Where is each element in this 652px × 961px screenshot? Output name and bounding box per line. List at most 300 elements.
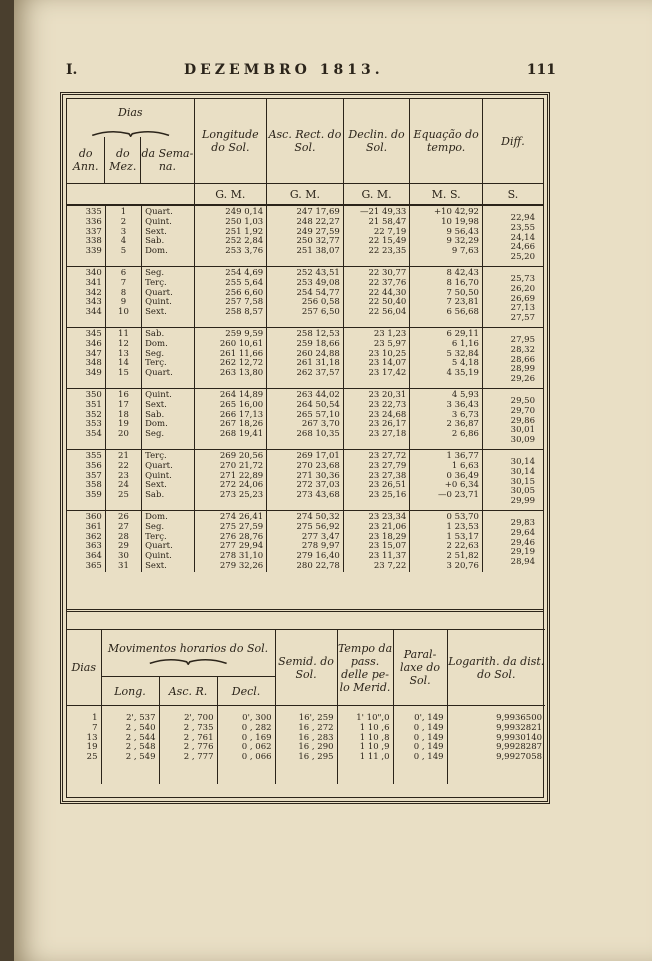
table-cell: 14 (118, 358, 129, 369)
table-cell: Quart. (145, 207, 173, 217)
table-cell: 25,20 (510, 252, 535, 263)
t2-decl-col (217, 706, 275, 785)
table-cell: 254 4,69 (225, 268, 264, 278)
table-cell: 271 22,89 (219, 470, 264, 481)
table-cell: 275 56,92 (296, 521, 340, 532)
table-row (67, 450, 543, 511)
table-cell: 22 23,35 (368, 246, 407, 257)
declin-col (343, 389, 410, 450)
table-cell: 254 54,77 (296, 287, 340, 298)
table-cell: 337 (85, 226, 102, 237)
t2-long-col (101, 706, 159, 785)
table-cell: 1 23,53 (446, 521, 479, 532)
table-cell: 26 (118, 512, 129, 522)
declin-col (343, 205, 410, 267)
table-cell: 0 , 062 (241, 742, 272, 753)
do-mez-col (105, 328, 141, 389)
table-cell: Seg. (145, 268, 165, 278)
brace-ornament (80, 129, 181, 137)
asc-rect-header: Asc. Rect. do Sol. (267, 99, 344, 184)
table-cell: 10 (118, 307, 129, 318)
table-cell: 271 30,36 (296, 470, 340, 481)
da-semana-header: da Sema-na. (141, 147, 194, 173)
table-cell: 338 (85, 236, 102, 247)
table-cell: 260 24,88 (296, 348, 340, 359)
table-cell: 258 12,53 (296, 329, 340, 339)
table-cell: 30,14 (510, 466, 535, 477)
longitude-col (194, 267, 267, 328)
equacao-col (410, 511, 483, 572)
table-cell: 23 11,37 (368, 551, 407, 562)
table-cell: 267 18,26 (219, 419, 264, 430)
table-cell: 354 (85, 429, 102, 440)
table-cell: Quint. (145, 297, 172, 308)
table-cell: 29,83 (510, 518, 535, 528)
table-cell: 249 27,59 (296, 226, 340, 237)
table-cell: Terç. (145, 531, 167, 542)
asc-rect-col (267, 328, 344, 389)
table-cell: 2 , 761 (183, 732, 214, 743)
table-cell: 29,70 (510, 405, 535, 416)
do-ann-col (67, 328, 105, 389)
table-cell: 259 9,59 (225, 329, 264, 339)
table-cell (483, 568, 535, 578)
table-cell: 6 56,68 (446, 307, 479, 318)
declin-header: Declin. do Sol. (343, 99, 410, 184)
asc-rect-col (267, 450, 344, 511)
table-cell: 352 (85, 409, 102, 420)
table-cell: 23 27,18 (368, 429, 407, 440)
table-cell: 256 6,60 (225, 287, 264, 298)
table-cell: 343 (85, 297, 102, 308)
table-cell: 23,55 (510, 222, 535, 233)
table-row (67, 511, 543, 572)
da-semana-col (142, 389, 194, 450)
table-cell: 22 37,76 (368, 277, 407, 288)
table-cell: 2 , 777 (183, 752, 214, 763)
table-cell: Terç. (145, 451, 167, 461)
table-cell: —21 49,33 (359, 207, 407, 217)
table-cell: 9,9932821 (496, 722, 543, 733)
table-cell: 7 50,50 (446, 287, 479, 298)
table-cell: 250 32,77 (296, 236, 340, 247)
table-cell: 1 (120, 207, 127, 217)
table-cell: 1 53,17 (446, 531, 479, 542)
table-cell: 28,99 (510, 364, 535, 375)
asc-rect-col (267, 267, 344, 328)
table-cell: 264 14,89 (219, 390, 264, 400)
table-cell: 30,15 (510, 476, 535, 487)
table-cell: 259 18,66 (296, 338, 340, 349)
table-cell: 268 10,35 (296, 429, 340, 440)
table-cell: 12 (118, 338, 129, 349)
table-cell: Quint. (145, 216, 172, 227)
table-cell: 4 5,93 (451, 390, 479, 400)
table-cell: 3 20,76 (446, 560, 479, 571)
solar-ephemeris-table (67, 99, 543, 572)
table-cell: 336 (85, 216, 102, 227)
table-cell: 5 4,18 (451, 358, 479, 369)
table-cell: 18 (118, 409, 129, 420)
table-cell: 26,20 (510, 283, 535, 294)
table-cell: 253 49,08 (296, 277, 340, 288)
t2-tempo-col (337, 706, 393, 785)
table-cell: 29,26 (510, 374, 535, 385)
table-cell: 268 19,41 (219, 429, 264, 440)
dias-header (67, 99, 194, 184)
table-cell: 16 , 272 (298, 722, 334, 733)
semid-header: Semid. do Sol. (275, 630, 337, 706)
table-cell: 22 30,77 (368, 268, 407, 278)
table-cell: 16 (118, 390, 129, 400)
table-cell: 252 2,84 (225, 236, 264, 247)
table-cell: 2', 700 (184, 713, 214, 723)
table-cell: 269 17,01 (296, 451, 340, 461)
table-row (67, 389, 543, 450)
table-cell: 250 1,03 (225, 216, 264, 227)
table-cell: 23 1,23 (373, 329, 407, 339)
declin-col (343, 511, 410, 572)
table-cell: Quint. (145, 390, 172, 400)
table-cell: Seg. (145, 348, 165, 359)
table-cell: Seg. (145, 521, 165, 532)
table-cell: 1 36,77 (446, 451, 479, 461)
month-title: DEZEMBRO 1813. (184, 62, 384, 78)
table-cell: 6 1,16 (451, 338, 479, 349)
table-cell: 9 (120, 297, 127, 308)
table-cell: 2 (120, 216, 127, 227)
logarith-header: Logarith. da dist. do Sol. (447, 630, 545, 706)
table-cell: 279 32,26 (219, 560, 264, 571)
table-cell: 251 38,07 (296, 246, 340, 257)
table-cell: 349 (85, 368, 102, 379)
table-cell: 359 (85, 490, 102, 501)
table-cell: 23 7,22 (373, 560, 407, 571)
table-cell: Quart. (145, 541, 173, 552)
table-cell: 1 10 ,8 (359, 732, 390, 743)
diff-col (482, 267, 543, 328)
table-cell: 346 (85, 338, 102, 349)
table-cell: 267 3,70 (301, 419, 340, 430)
table-cell: Sab. (145, 329, 165, 339)
table-cell: 9,9930140 (496, 732, 543, 743)
table-cell: Sab. (145, 409, 165, 420)
diff-header: Diff. (482, 99, 543, 184)
page-number: 111 (526, 62, 556, 78)
table-cell: 16 , 295 (298, 752, 334, 763)
declin-col (343, 328, 410, 389)
table-cell: Quart. (145, 368, 173, 379)
table-cell: 2 22,63 (446, 541, 479, 552)
asc-rect-col (267, 389, 344, 450)
t2-dias-header: Dias (71, 661, 97, 674)
table-cell: 1' 10",0 (356, 713, 390, 723)
day-group (67, 328, 543, 389)
table-cell: 24,14 (510, 232, 535, 243)
longitude-col (194, 450, 267, 511)
da-semana-col (142, 511, 194, 572)
equacao-col (410, 205, 483, 267)
table-row (67, 267, 543, 328)
table-cell: Sext. (145, 560, 167, 571)
table-cell: 2 6,86 (451, 429, 479, 440)
table-cell: 347 (85, 348, 102, 359)
table-cell: 7 23,81 (446, 297, 479, 308)
table-cell: 274 26,41 (219, 512, 264, 522)
table-cell: 23 15,07 (368, 541, 407, 552)
table-cell: 358 (85, 480, 102, 491)
table-cell: 19 (118, 419, 129, 430)
table-cell: 363 (85, 541, 102, 552)
table-cell: 278 9,97 (301, 541, 340, 552)
table-cell: 258 8,57 (225, 307, 264, 318)
table-cell: 23 5,97 (373, 338, 407, 349)
table-cell: Terç. (145, 358, 167, 369)
table-cell: 26,69 (510, 293, 535, 304)
table-cell: 29,19 (510, 547, 535, 558)
table-cell: 7 (120, 277, 127, 288)
table-cell: 277 3,47 (301, 531, 340, 542)
table-cell: 16 , 283 (298, 732, 334, 743)
table-cell: 22,94 (510, 213, 535, 223)
table-cell: 30,09 (510, 435, 535, 446)
table-cell: 339 (85, 246, 102, 257)
table-cell: 270 23,68 (296, 460, 340, 471)
table-cell: 1 6,63 (451, 460, 479, 471)
table-cell: 22 (118, 460, 129, 471)
table-cell: 23 22,73 (368, 399, 407, 410)
table-cell: 9,9936500 (496, 713, 543, 723)
section-number: I. (66, 62, 78, 78)
table-cell: Dom. (145, 512, 168, 522)
table-cell: 256 0,58 (301, 297, 340, 308)
table-cell: 16 , 290 (298, 742, 334, 753)
table-cell: 6 (120, 268, 127, 278)
table-cell: 10 19,98 (441, 216, 479, 227)
day-group (67, 450, 543, 511)
hourly-motion-table (67, 629, 545, 784)
table-cell: 265 16,00 (219, 399, 264, 410)
table-cell: 280 22,78 (296, 560, 340, 571)
table-cell: 276 28,76 (219, 531, 264, 542)
table-cell: 0 53,70 (446, 512, 479, 522)
table-cell: 272 37,03 (296, 480, 340, 491)
table-cell: 0 , 149 (413, 732, 444, 743)
table-cell: 255 5,64 (225, 277, 264, 288)
table-cell: 22 50,40 (368, 297, 407, 308)
table-cell: 257 6,50 (301, 307, 340, 318)
table-divider (67, 609, 543, 616)
table-cell: 0 , 282 (241, 722, 272, 733)
table-cell: Quart. (145, 460, 173, 471)
table-cell: 25 (118, 490, 129, 501)
table-cell: 29,86 (510, 415, 535, 426)
table-cell: 9 56,43 (446, 226, 479, 237)
table-cell: 27,95 (510, 335, 535, 345)
table-cell: 30,05 (510, 486, 535, 497)
table-cell: 252 43,51 (296, 268, 340, 278)
declin-unit: G. M. (343, 184, 410, 206)
table-cell: 345 (85, 329, 102, 339)
table-cell: 23 25,16 (368, 490, 407, 501)
page-header (66, 62, 556, 84)
table-cell: 340 (85, 268, 102, 278)
da-semana-col (142, 328, 194, 389)
table-cell: 273 25,23 (219, 490, 264, 501)
table-cell: 350 (85, 390, 102, 400)
table-row (67, 328, 543, 389)
table-cell: 357 (85, 470, 102, 481)
table-cell: Sext. (145, 399, 167, 410)
table-cell: 274 50,32 (296, 512, 340, 522)
diff-col (482, 205, 543, 267)
table-cell: 23 10,25 (368, 348, 407, 359)
table-cell: 266 17,13 (219, 409, 264, 420)
table-cell: 23 26,17 (368, 419, 407, 430)
t2-paral-col (393, 706, 447, 785)
table-cell: 29 (118, 541, 129, 552)
dias-label: Dias (118, 106, 143, 119)
table-cell: 28,66 (510, 354, 535, 365)
table-cell: 270 21,72 (219, 460, 264, 471)
table-cell: 360 (85, 512, 102, 522)
table-cell: 15 (118, 368, 129, 379)
diff-col (482, 511, 543, 572)
table-cell: 16', 259 (298, 713, 334, 723)
table-cell: 273 43,68 (296, 490, 340, 501)
table-cell: Quint. (145, 470, 172, 481)
do-mez-col (105, 267, 141, 328)
table-cell: Quart. (145, 287, 173, 298)
table-cell: 9 7,63 (451, 246, 479, 257)
table-cell: 8 (120, 287, 127, 298)
equacao-col (410, 450, 483, 511)
table-cell: 28,94 (510, 557, 535, 568)
day-group (67, 511, 543, 572)
table-cell: 2 36,87 (446, 419, 479, 430)
table-cell: 23 26,51 (368, 480, 407, 491)
table-cell: 22 7,19 (373, 226, 407, 237)
table-cell: 356 (85, 460, 102, 471)
table-cell: 251 1,92 (225, 226, 264, 237)
table-cell: Dom. (145, 246, 168, 257)
table-cell: 248 22,27 (296, 216, 340, 227)
declin-col (343, 267, 410, 328)
do-ann-col (67, 389, 105, 450)
da-semana-col (142, 267, 194, 328)
brace-ornament-2 (119, 657, 257, 665)
table-cell: +0 6,34 (444, 480, 479, 491)
table-cell: 342 (85, 287, 102, 298)
table-cell: Sab. (145, 490, 165, 501)
table-cell: 2 51,82 (446, 551, 479, 562)
table-cell: 1 11 ,0 (359, 752, 390, 763)
table-cell: 9,9928287 (496, 742, 543, 753)
movimentos-label: Movimentos horarios do Sol. (107, 641, 269, 655)
table-cell: 355 (85, 451, 102, 461)
asc-subheader: Asc. R. (159, 677, 217, 706)
table-cell: 5 (120, 246, 127, 257)
table-cell: 249 0,14 (225, 207, 264, 217)
t2-logarith-col (447, 706, 545, 785)
table-cell: 361 (85, 521, 102, 532)
day-group (67, 389, 543, 450)
table-cell: 351 (85, 399, 102, 410)
table-cell: 27,13 (510, 303, 535, 314)
table-cell: 269 20,56 (219, 451, 264, 461)
longitude-unit: G. M. (194, 184, 267, 206)
table-cell: Dom. (145, 419, 168, 430)
table-cell: 27,57 (510, 313, 535, 324)
decl-subheader: Decl. (217, 677, 275, 706)
ephemeris-frame (60, 92, 550, 804)
table-cell: 23 24,68 (368, 409, 407, 420)
table-cell: 29,64 (510, 527, 535, 538)
table-cell: 11 (118, 329, 129, 339)
table-cell: 27 (118, 521, 129, 532)
table-cell: 8 42,43 (446, 268, 479, 278)
table-cell: 23 18,29 (368, 531, 407, 542)
table-cell: 13 (118, 348, 129, 359)
equacao-col (410, 328, 483, 389)
do-mez-col (105, 205, 141, 267)
do-ann-header: do Ann. (67, 137, 105, 183)
table-cell: 1 (92, 713, 98, 723)
equacao-unit: M. S. (410, 184, 483, 206)
table-cell: 362 (85, 531, 102, 542)
longitude-col (194, 328, 267, 389)
tempo-header: Tempo da pass. delle pe-lo Merid. (337, 630, 393, 706)
table-cell: 2 , 548 (125, 742, 156, 753)
table-cell: 364 (85, 551, 102, 562)
table-cell: 23 21,06 (368, 521, 407, 532)
day-group (67, 205, 543, 267)
table-cell: 263 13,80 (219, 368, 264, 379)
table-cell: 0 , 149 (413, 722, 444, 733)
table-cell: 31 (118, 560, 129, 571)
table-cell: 263 44,02 (296, 390, 340, 400)
table-cell: 4 35,19 (446, 368, 479, 379)
table-cell: 2 , 776 (183, 742, 214, 753)
table-cell: 275 27,59 (219, 521, 264, 532)
table-cell: 2 , 544 (125, 732, 156, 743)
longitude-header: Longitude do Sol. (194, 99, 267, 184)
table-cell: 8 16,70 (446, 277, 479, 288)
t2-data-row (67, 706, 545, 785)
table-cell: Seg. (145, 429, 165, 440)
table-cell: Sext. (145, 480, 167, 491)
do-ann-col (67, 511, 105, 572)
table-cell: 23 27,38 (368, 470, 407, 481)
longitude-col (194, 511, 267, 572)
table-cell: 272 24,06 (219, 480, 264, 491)
table-cell: 3 36,43 (446, 399, 479, 410)
equacao-header: Equação do tempo. (410, 99, 483, 184)
table-cell: 23 27,72 (368, 451, 407, 461)
long-subheader: Long. (101, 677, 159, 706)
table-cell: 29,99 (510, 496, 535, 507)
table-cell: 1 10 ,9 (359, 742, 390, 753)
t2-asc-col (159, 706, 217, 785)
table-cell: 4 (120, 236, 127, 247)
table-cell: 3 (120, 226, 127, 237)
do-mez-col (105, 450, 141, 511)
longitude-col (194, 205, 267, 267)
table-cell: 25 (86, 752, 98, 763)
table-cell: 23 14,07 (368, 358, 407, 369)
table-cell: 247 17,69 (296, 207, 340, 217)
table-cell: 2 , 735 (183, 722, 214, 733)
